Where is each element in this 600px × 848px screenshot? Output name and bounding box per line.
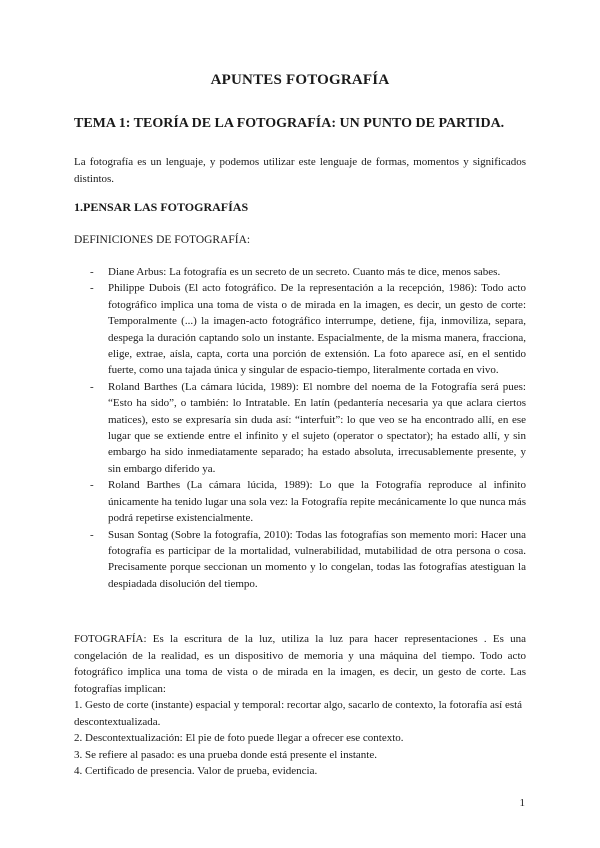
list-item [90,477,526,526]
definition-text: Susan Sontag (Sobre la fotografía, 2010): Todas las fotografías son memento mori: Hacer una fotografía es participar de la mortalidad, vulnerabilidad, mutabilidad de otra persona o cosa. Precisamente porque seccionan un momento y lo congelan, todas las fotografías atestiguan la despiadada disolución del tiempo. [108,528,526,590]
list-item: 1. Gesto de corte (instante) espacial y temporal: recortar algo, sacarlo de contexto, la fotorafía así está descontextualizada. [74,699,523,728]
list-item: 2. Descontextualización: El pie de foto puede llegar a ofrecer ese contexto. [74,732,404,745]
topic-heading: TEMA 1: TEORÍA DE LA FOTOGRAFÍA: UN PUNTO DE PARTIDA. [74,116,505,131]
list-item: 4. Certificado de presencia. Valor de prueba, evidencia. [74,765,318,778]
definitions-list [90,264,526,592]
list-item: 3. Se refiere al pasado: es una prueba donde está presente el instante. [74,748,377,761]
bullet-dash: - [90,282,94,295]
section-heading: 1.PENSAR LAS FOTOGRAFÍAS [74,200,249,214]
fotografia-paragraph: FOTOGRAFÍA: Es la escritura de la luz, utiliza la luz para hacer representaciones . Es una congelación de la realidad, es un dispositivo de memoria y una máquina del tiempo. Todo acto fotográfico implica una toma de vista o de mirada en la imagen, es decir, un gesto de corte. Las fotografías implican: [74,633,526,695]
definition-text: Roland Barthes (La cámara lúcida, 1989): Lo que la Fotografía reproduce al infinito únicamente ha tenido lugar una sola vez: la Fotografía repite mecánicamente lo que nunca más podrá repetirse existencialmente. [108,479,526,525]
page-title: APUNTES FOTOGRAFÍA [210,72,390,88]
bullet-dash: - [90,528,94,541]
list-item [90,264,526,280]
list-item [90,379,526,477]
definitions-heading: DEFINICIONES DE FOTOGRAFÍA: [74,234,251,246]
definition-text: Roland Barthes (La cámara lúcida, 1989): El nombre del noema de la Fotografía será pues: “Esto ha sido”, o también: lo Intratable. En latín (pedantería necesaria ya que aclara ciertos matices), esto se expresaría sin duda así: “interfuit”: lo que veo se ha encontrado allí, en ese lugar que se extiende entre el infinito y el sujeto (operator o spectator); ha estado allí, y sin embargo ha sido inmediatamente separado; ha estado absoluta, irrecusablemente presente, y sin embargo diferido ya. [108,380,526,475]
page-number: 1 [519,797,525,809]
bullet-dash: - [90,380,94,393]
list-item [90,280,526,378]
definition-text: Philippe Dubois (El acto fotográfico. De la representación a la recepción, 1986): Todo acto fotográfico implica una toma de vista o de mirada en la imagen, es decir, un gesto de corte: Temporalmente (...) la imagen-acto fotográfico interrumpe, detiene, fija, inmoviliza, separa, despega la duración captando solo un instante. Espacialmente, de la misma manera, fracciona, elige, extrae, aísla, capta, corta una porción de extensión. La foto aparece así, en el sentido fuerte, como una tajada única y singular de espacio-tiempo, literalmente cortada en vivo. [108,282,526,377]
definition-text: Diane Arbus: La fotografía es un secreto de un secreto. Cuanto más te dice, menos sabes. [108,266,501,278]
bullet-dash: - [90,479,94,492]
implications-list [74,697,526,780]
list-item [90,527,526,593]
intro-paragraph: La fotografía es un lenguaje, y podemos utilizar este lenguaje de formas, momentos y significados distintos. [74,156,526,185]
bullet-dash: - [90,266,94,278]
